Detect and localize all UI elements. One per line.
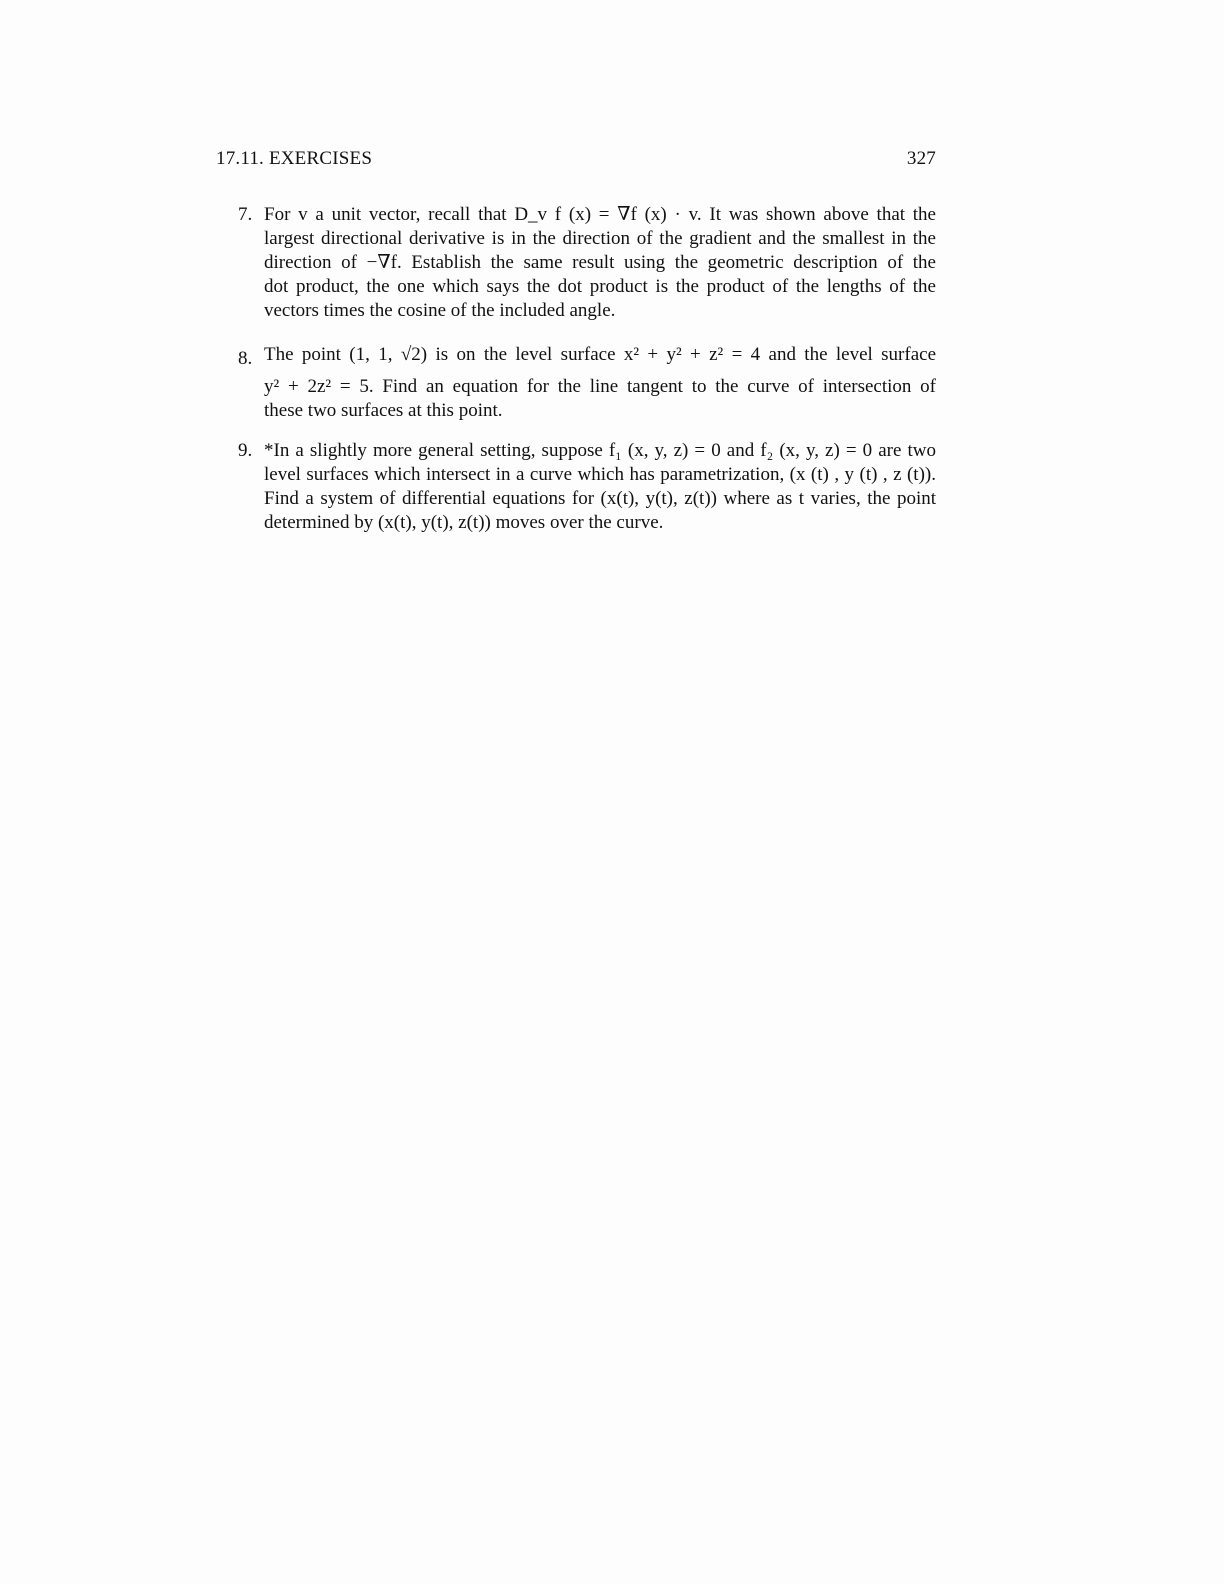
exercise-8	[238, 339, 936, 423]
exercise-line: determined by (x(t), y(t), z(t)) moves over the curve.	[264, 512, 664, 533]
exercise-number: 7.	[238, 204, 253, 225]
page-number: 327	[906, 148, 936, 169]
exercise-line: Find a system of differential equations for (x(t), y(t), z(t)) where as t varies, the point	[264, 488, 936, 509]
exercise-line: dot product, the one which says the dot product is the product of the lengths of the	[264, 276, 936, 297]
exercise-line: largest directional derivative is in the direction of the gradient and the smallest in the	[264, 228, 936, 249]
exercise-7	[238, 203, 936, 323]
exercise-line: y² + 2z² = 5. Find an equation for the line tangent to the curve of intersection of	[264, 376, 936, 397]
section-title: 17.11. EXERCISES	[216, 148, 373, 169]
exercise-text	[264, 203, 936, 323]
exercise-number: 8.	[238, 348, 253, 369]
exercise-9	[238, 439, 936, 535]
exercise-number: 9.	[238, 440, 253, 461]
exercise-list	[238, 203, 936, 551]
exercise-line: *In a slightly more general setting, suppose f₁ (x, y, z) = 0 and f₂ (x, y, z) = 0 are two	[264, 440, 936, 461]
running-header	[216, 148, 936, 170]
exercise-line: direction of −∇f. Establish the same result using the geometric description of the	[264, 252, 936, 273]
exercise-line: The point (1, 1, √2) is on the level surface x² + y² + z² = 4 and the level surface	[264, 344, 936, 365]
exercise-line: vectors times the cosine of the included angle.	[264, 300, 616, 321]
exercise-text	[264, 439, 936, 535]
exercise-line: level surfaces which intersect in a curve which has parametrization, (x (t) , y (t) , z (t)).	[264, 464, 936, 485]
exercise-line: For v a unit vector, recall that D_v f (x) = ∇f (x) · v. It was shown above that the	[264, 204, 936, 225]
exercise-line: these two surfaces at this point.	[264, 400, 503, 421]
exercise-text	[264, 339, 936, 423]
